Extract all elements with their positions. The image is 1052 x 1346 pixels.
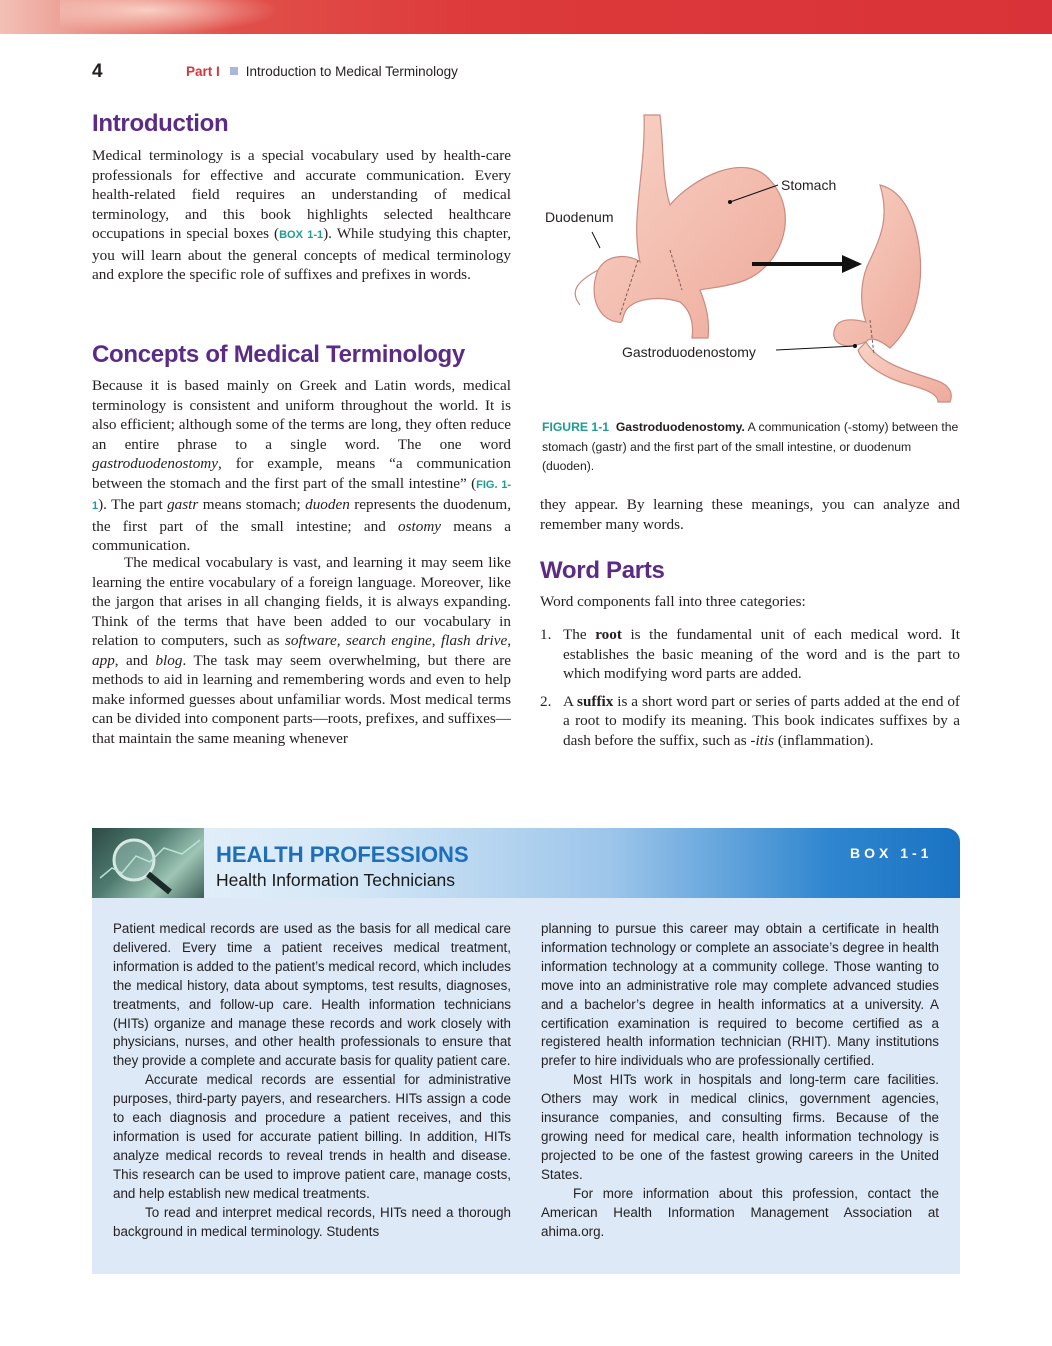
concepts-paragraph-2: The medical vocabulary is vast, and learning it may seem like learning the entire vocabulary of a foreign language. Moreover, like the jargon that arises in all changing fields, it is always expanding. Think of the terms that have been added to our vocabulary in relation to computers, such as software, search engine, flash drive, app, and blog. The task may seem overwhelming, but there are methods to aid in learning and remembering words and even to help make informed guesses about unfamiliar words. Most medical terms can be divided into component parts—roots, prefixes, and suffixes—that maintain the same meaning whenever	[92, 554, 512, 747]
list-item-root: 1. The root is the fundamental unit of each medical word. It establishes the basic meaning of the word and is the part to which modifying word parts are added.	[540, 626, 960, 682]
box-left-paragraph-2: Accurate medical records are essential for administrative purposes, third-party payers, and researchers. HITs assign a code to each diagnosis and procedure a patient receives, and this information is used for accurate patient billing. In addition, HITs analyze medical records to reveal trends in health and disease. This research can be used to improve patient care, manage costs, and help establish new medical treatments.	[113, 1072, 511, 1201]
box-left-column	[113, 920, 511, 1241]
stomach-illustration	[540, 110, 960, 410]
page-number: 4	[92, 61, 103, 82]
word-parts-heading: Word Parts	[540, 557, 665, 584]
figure-reference[interactable]: FIG. 1-1	[92, 478, 511, 512]
square-bullet-icon	[230, 67, 238, 75]
figure-caption	[542, 418, 962, 477]
introduction-heading: Introduction	[92, 110, 229, 137]
figure-number: FIGURE 1-1	[542, 420, 610, 434]
duodenum-label: Duodenum	[545, 209, 614, 225]
box-id: BOX 1-1	[850, 845, 933, 861]
box-reference[interactable]: BOX 1-1	[279, 229, 324, 241]
box-title: HEALTH PROFESSIONS	[216, 842, 469, 867]
box-body	[92, 898, 960, 1274]
chapter-title: Introduction to Medical Terminology	[245, 64, 458, 79]
word-parts-intro: Word components fall into three categories:	[540, 593, 806, 610]
part-label: Part I	[186, 64, 220, 79]
list-item-suffix: 2. A suffix is a short word part or series of parts added at the end of a root to modify its meaning. This book indicates suffixes by a dash before the suffix, such as -itis (inflammation).	[540, 692, 960, 749]
box-right-paragraph-3: For more information about this profession, contact the American Health Information Management Association at ahima.org.	[541, 1185, 939, 1239]
header-illustration	[60, 0, 280, 34]
continuation-paragraph: they appear. By learning these meanings, you can analyze and remember many words.	[540, 496, 960, 533]
concepts-heading: Concepts of Medical Terminology	[92, 341, 465, 368]
box-right-column	[541, 920, 939, 1241]
gastroduodenostomy-figure	[540, 110, 960, 410]
box-left-paragraph-3: To read and interpret medical records, HITs need a thorough background in medical terminology. Students	[113, 1204, 511, 1239]
box-right-paragraph-2: Most HITs work in hospitals and long-term care facilities. Others may work in medical clinics, government agencies, insurance companies, and consulting firms. Because of the growing need for medical care, health information technology is projected to be one of the fastest growing careers in the United States.	[541, 1072, 939, 1182]
concepts-paragraph-1: Because it is based mainly on Greek and Latin words, medical terminology is consistent and uniform throughout the world. It is also efficient; although some of the terms are long, they often reduce an entire phrase to a single word. The one word gastroduodenostomy, for example, means “a communication between the stomach and the first part of the small intestine” (FIG. 1-1). The part gastr means stomach; duoden represents the duodenum, the first part of the small intestine; and ostomy means a communication.	[92, 377, 511, 554]
figure-title: Gastroduodenostomy.	[615, 420, 745, 434]
box-subtitle: Health Information Technicians	[216, 870, 455, 890]
top-color-band	[0, 0, 1052, 34]
box-left-paragraph-1: Patient medical records are used as the basis for all medical care delivered. Every time a patient receives medical treatment, information is added to the patient’s medical record, which includes the medical history, data about symptoms, test results, diagnoses, treatments, and follow-up care. Health information technicians (HITs) organize and manage these records and work closely with physicians, nurses, and other health professionals to ensure that they provide a complete and accurate basis for quality patient care.	[113, 921, 511, 1069]
running-header	[186, 64, 458, 79]
gastroduodenostomy-label: Gastroduodenostomy	[622, 344, 756, 360]
magnifier-image	[92, 828, 204, 898]
introduction-paragraph: Medical terminology is a special vocabulary used by health-care professionals for effective and accurate communication. Every health-related field requires an understanding of medical terminology, and this book highlights selected healthcare occupations in special boxes (BOX 1-1). While studying this chapter, you will learn about the general concepts of medical terminology and explore the specific role of suffixes and prefixes in words.	[92, 147, 512, 283]
word-parts-list	[540, 625, 960, 758]
box-right-paragraph-1: planning to pursue this career may obtain a certificate in health information technology or complete an associate’s degree in health information technology at a community college. Those wanting to move into an administrative role may complete advanced studies and a bachelor’s degree in health informatics at a university. A certification examination is required to become certified as a registered health information technician (RHIT). Many institutions prefer to hire individuals who are professionally certified.	[541, 921, 939, 1069]
figure-text: A communication (-stomy) between the stomach (gastr) and the first part of the small intestine, or duodenum (duoden).	[542, 420, 959, 473]
left-stomach-shape	[594, 115, 785, 338]
stomach-label: Stomach	[781, 177, 837, 193]
